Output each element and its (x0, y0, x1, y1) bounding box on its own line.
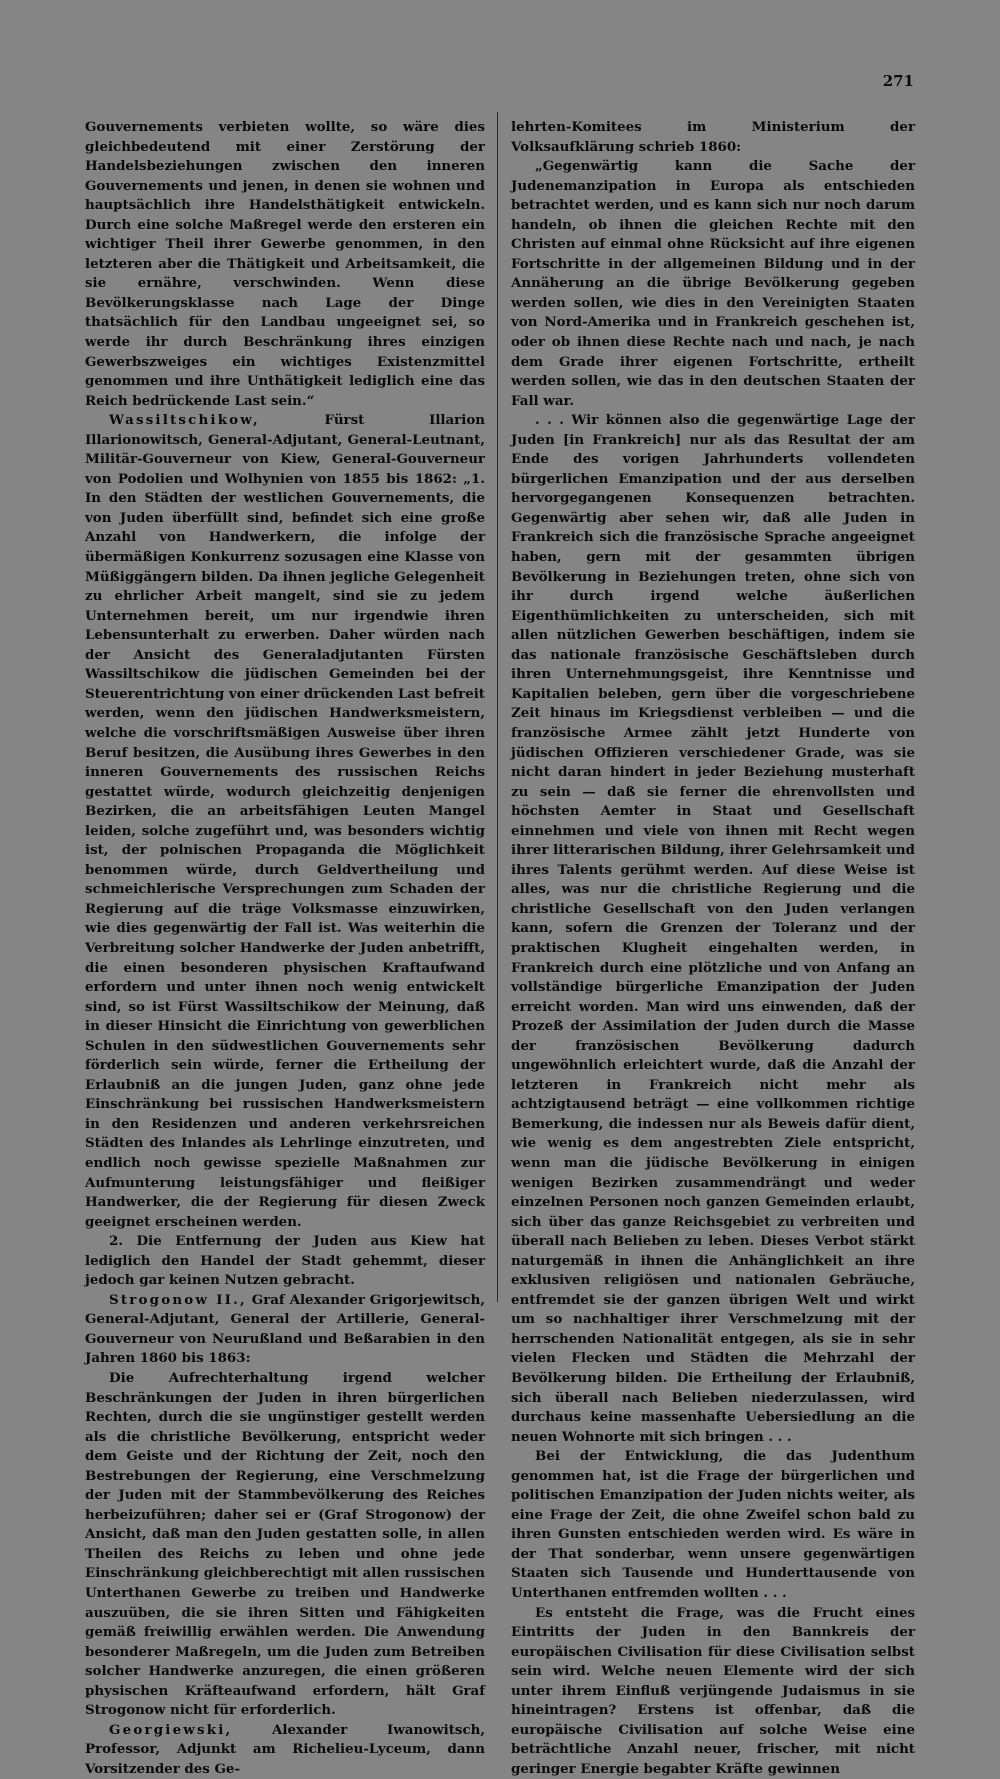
person-name: Georgiewski, (109, 1721, 233, 1738)
column-divider (497, 112, 498, 1302)
paragraph: 2. Die Entfernung der Juden aus Kiew hat lediglich den Handel der Stadt gehemmt, dieser jedoch gar keinen Nutzen gebracht. (85, 1233, 485, 1289)
paragraph: Gouvernements verbieten wollte, so wäre dies gleichbedeutend mit einer Zerstörung der Handelsbeziehungen zwischen den inneren Gouvernements und jenen, in denen sie wohnen und hauptsächlich ihre Handelsthätigkeit entwickeln. Durch eine solche Maßregel werde den ersteren ein wichtiger Theil ihrer Gewerbe genommen, in den letzteren aber die Thätigkeit und Arbeitsamkeit, die sie ernähre, verschwinden. Wenn diese Bevölkerungsklasse nach Lage der Dinge thatsächlich für den Landbau ungeeignet sei, so werde ihr durch Beschränkung ihres einzigen Gewerbszweiges ein wichtiges Existenzmittel genommen und ihre Unthätigkeit lediglich eine das Reich bedrückende Last sein.“ (85, 119, 485, 409)
paragraph-text: Fürst Illarion Illarionowitsch, General-Adjutant, General-Leutnant, Militär-Gouverneur von Kiew, General-Gouverneur von Podolien und Wolhynien von 1855 bis 1862: „1. In den Städten der westlichen Gouvernements, die von Juden überfüllt sind, befindet sich eine große Anzahl von Handwerkern, die infolge der übermäßigen Konkurrenz sozusagen eine Klasse von Müßiggängern bilden. Da ihnen jegliche Gelegenheit zu ehrlicher Arbeit mangelt, sind sie zu jedem Unternehmen bereit, um nur irgendwie ihren Lebensunterhalt zu erwerben. Daher würden nach der Ansicht des Generaladjutanten Fürsten Wassiltschikow die jüdischen Gemeinden bei der Steuerentrichtung von einer drückenden Last befreit werden, wenn den jüdischen Handwerksmeistern, welche die vorschriftsmäßigen Ausweise über ihren Beruf besitzen, die Ausübung ihres Gewerbes in den inneren Gouvernements des russischen Reichs gestattet würde, wodurch gleichzeitig denjenigen Bezirken, die an arbeitsfähigen Leuten Mangel leiden, solche zugeführt und, was besonders wichtig ist, der polnischen Propaganda die Möglichkeit benommen würde, durch Geldvertheilung und schmeichlerische Versprechungen zum Schaden der Regierung auf die träge Volksmasse einzuwirken, wie dies gegenwärtig der Fall ist. Was weiterhin die Verbreitung solcher Handwerke der Juden anbetrifft, die einen besonderen physischen Kraftaufwand erfordern und unter ihnen noch wenig entwickelt sind, so ist Fürst Wassiltschikow der Meinung, daß in dieser Hinsicht die Einrichtung von gewerblichen Schulen in den südwestlichen Gouvernements sehr förderlich sein würde, ferner die Ertheilung der Erlaubniß an die jungen Juden, ganz ohne jede Einschränkung bei russischen Handwerksmeistern in den Residenzen und anderen verkehrsreichen Städten des Inlandes als Lehrlinge einzutreten, und endlich noch gewisse spezielle Maßnahmen zur Aufmunterung leistungsfähiger und fleißiger Handwerker, die der Regierung für diesen Zweck geeignet erscheinen werden. (85, 412, 485, 1230)
right-column (511, 118, 915, 1779)
person-name: Strogonow II., (109, 1291, 247, 1308)
paragraph: Es entsteht die Frage, was die Frucht eines Eintritts der Juden in den Bannkreis der europäischen Civilisation für diese Civilisation selbst sein wird. Welche neuen Elemente wird der sich unter ihrem Einfluß verjüngende Judaismus in sie hineintragen? Erstens ist offenbar, daß die europäische Civilisation auf solche Weise eine beträchtliche Anzahl neuer, frischer, mit nicht geringer Energie begabter Kräfte gewinnen (511, 1604, 915, 1777)
paragraph-text: Graf Alexander Grigorjewitsch, General-Adjutant, General der Artillerie, General-Gouverneur von Neurußland und Beßarabien in den Jahren 1860 bis 1863: (85, 1291, 485, 1367)
paragraph: . . . Wir können also die gegenwärtige Lage der Juden [in Frankreich] nur als das Resultat der am Ende des vorigen Jahrhunderts vollendeten bürgerlichen Emanzipation und der aus derselben hervorgegangenen Konsequenzen betrachten. Gegenwärtig aber sehen wir, daß alle Juden in Frankreich sich die französische Sprache angeeignet haben, gern mit der gesammten übrigen Bevölkerung in Beziehungen treten, ohne sich von ihr durch irgend welche äußerlichen Eigenthümlichkeiten zu unterscheiden, sich mit allen nützlichen Gewerben beschäftigen, indem sie das nationale französische Geschäftsleben durch ihren Unternehmungsgeist, ihre Kenntnisse und Kapitalien beleben, gern über die vorgeschriebene Zeit hinaus im Kriegsdienst verbleiben — und die französische Armee zählt jetzt Hunderte von jüdischen Offizieren verschiedener Grade, was sie nicht daran hindert in jeder Beziehung musterhaft zu sein — daß sie ferner die ehrenvollsten und höchsten Aemter in Staat und Gesellschaft einnehmen und viele von ihnen mit Recht wegen ihrer litterarischen Bildung, ihrer Gelehrsamkeit und ihres Talents gerühmt werden. Auf diese Weise ist alles, was nur die christliche Regierung und die christliche Gesellschaft von den Juden verlangen kann, sofern die Grenzen der Toleranz und der praktischen Klugheit eingehalten werden, in Frankreich durch eine plötzliche und von Anfang an vollständige bürgerliche Emanzipation der Juden erreicht worden. Man wird uns einwenden, daß der Prozeß der Assimilation der Juden durch die Masse der französischen Bevölkerung dadurch ungewöhnlich erleichtert wurde, daß die Anzahl der letzteren in Frankreich nicht mehr als achtzigtausend beträgt — eine vollkommen richtige Bemerkung, die indessen nur als Beweis dafür dient, wie wenig es dem angestrebten Ziele entspricht, wenn man die jüdische Bevölkerung in einigen wenigen Bezirken zusammendrängt und weder einzelnen Personen noch ganzen Gemeinden erlaubt, sich über das ganze Reichsgebiet zu verbreiten und überall nach Belieben zu leben. Dieses Verbot stärkt naturgemäß in ihnen die Anhänglichkeit an ihre exklusiven religiösen und nationalen Gebräuche, entfremdet sie der ganzen übrigen Welt und wirkt um so nachhaltiger ihrer Verschmelzung mit der herrschenden Nationalität entgegen, als sie in sehr vielen Flecken und Städten die Mehrzahl der Bevölkerung bilden. Die Ertheilung der Erlaubniß, sich überall nach Belieben niederzulassen, wird durchaus keine massenhafte Uebersiedlung an die neuen Wohnorte mit sich bringen . . . (511, 412, 915, 1445)
paragraph: Bei der Entwicklung, die das Judenthum genommen hat, ist die Frage der bürgerlichen und politischen Emanzipation der Juden nichts weiter, als eine Frage der Zeit, die ohne Zweifel schon bald zu ihren Gunsten entschieden werden wird. Es wäre in der That sonderbar, wenn unsere gegenwärtigen Staaten sich Tausende und Hunderttausende von Unterthanen entfremden wollten . . . (511, 1448, 915, 1602)
paragraph: „Gegenwärtig kann die Sache der Judenemanzipation in Europa als entschieden betrachtet werden, und es kann sich nur noch darum handeln, ob ihnen die gleichen Rechte mit den Christen auf einmal ohne Rücksicht auf ihre eigenen Fortschritte in der allgemeinen Bildung und in der Annäherung an die übrige Bevölkerung gegeben werden sollen, wie dies in den Vereinigten Staaten von Nord-Amerika und in Frankreich geschehen ist, oder ob ihnen diese Rechte nach und nach, je nach dem Grade ihrer eigenen Fortschritte, ertheilt werden sollen, wie das in den deutschen Staaten der Fall war. (511, 158, 915, 409)
paragraph (85, 411, 485, 1232)
page-number: 271 (882, 72, 914, 90)
left-column (85, 118, 485, 1779)
paragraph: Die Aufrechterhaltung irgend welcher Beschränkungen der Juden in ihren bürgerlichen Rechten, durch die sie ungünstiger gestellt werden als die christliche Bevölkerung, entspricht weder dem Geiste und der Richtung der Zeit, noch den Bestrebungen der Regierung, eine Verschmelzung der Juden mit der Stammbevölkerung des Reiches herbeizuführen; daher sei er (Graf Strogonow) der Ansicht, daß man den Juden gestatten solle, in allen Theilen des Reichs zu leben und ohne jede Einschränkung gleichberechtigt mit allen russischen Unterthanen Gewerbe zu treiben und Handwerke auszuüben, die sie ihren Sitten und Fähigkeiten gemäß freiwillig erwählen werden. Die Anwendung besonderer Maßregeln, um die Juden zum Betreiben solcher Handwerke anzuregen, die einen größeren physischen Kräfteaufwand erfordern, hält Graf Strogonow nicht für erforderlich. (85, 1370, 485, 1719)
paragraph-text: Alexander Iwanowitsch, Professor, Adjunkt am Richelieu-Lyceum, dann Vorsitzender des Ge- (85, 1721, 485, 1777)
paragraph: lehrten-Komitees im Ministerium der Volksaufklärung schrieb 1860: (511, 119, 915, 155)
paragraph (85, 1291, 485, 1369)
paragraph (85, 1721, 485, 1779)
person-name: Wassiltschikow, (109, 412, 260, 429)
